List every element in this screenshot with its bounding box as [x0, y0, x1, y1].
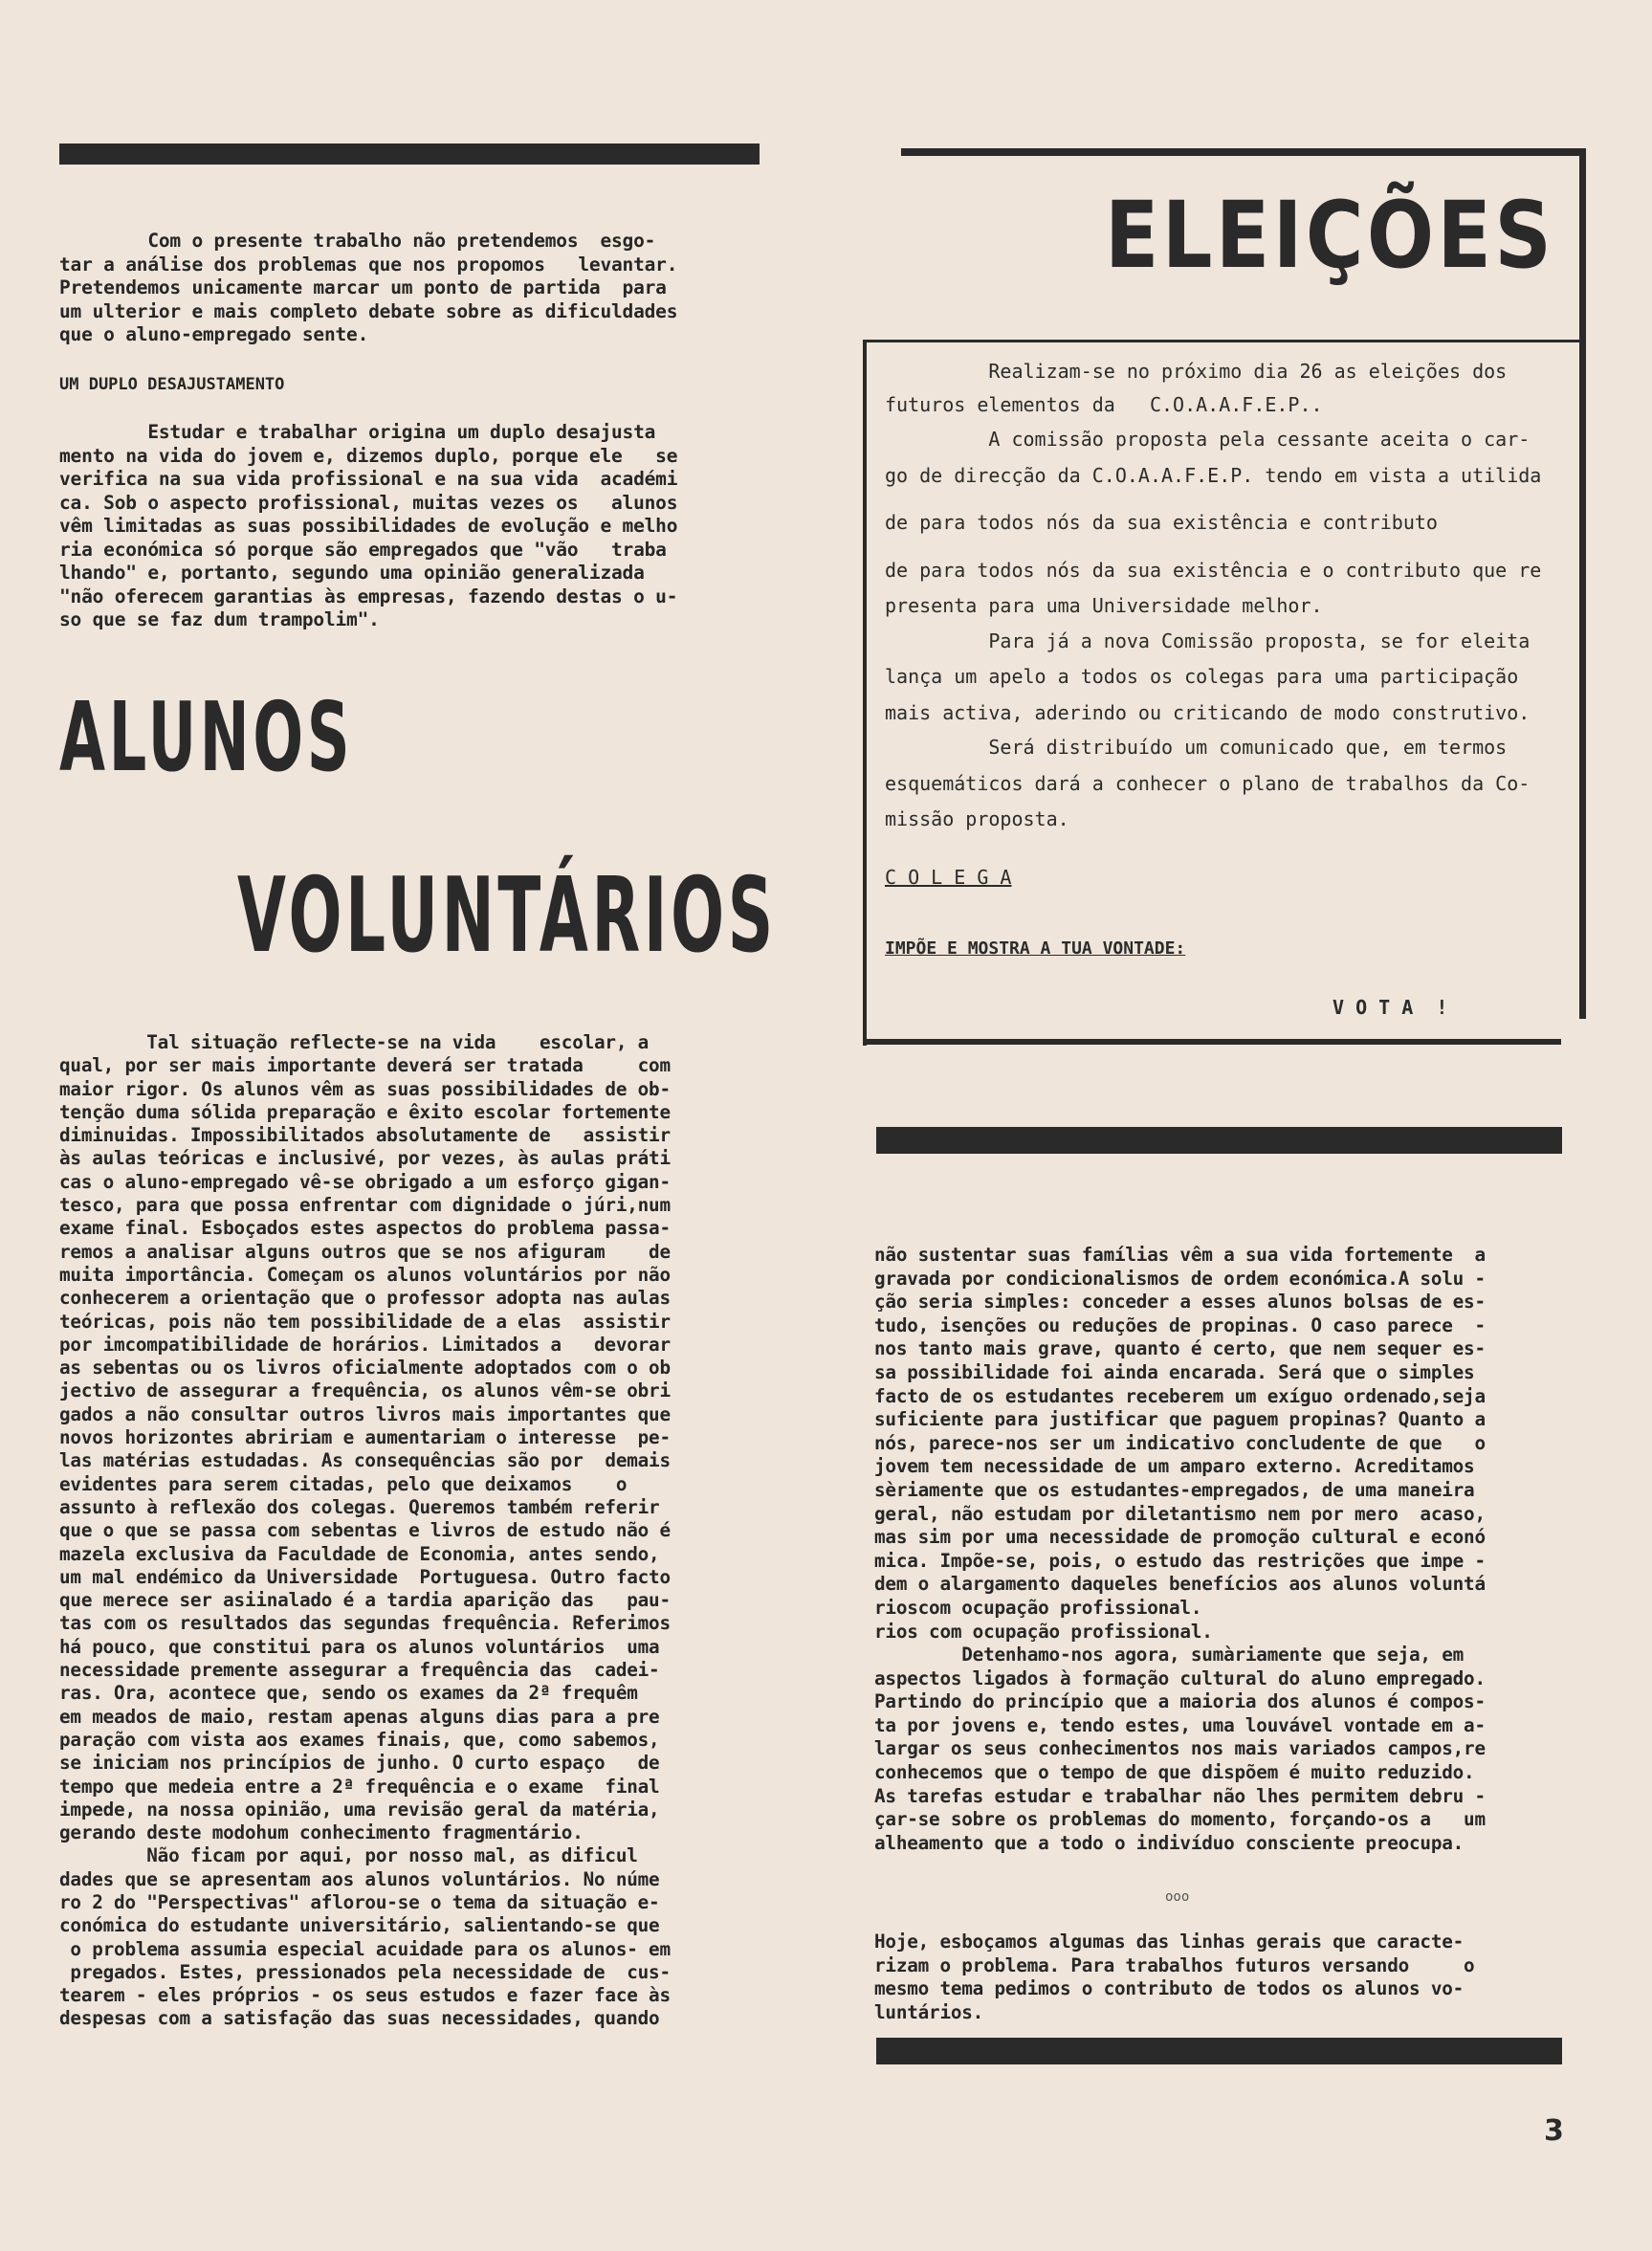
top-left-rule: [59, 143, 760, 165]
elections-box-right-rule: [1579, 148, 1586, 1019]
colega-label: C O L E G A: [885, 866, 1012, 889]
elections-line-3: A comissão proposta pela cessante aceita o car-: [885, 428, 1531, 451]
elections-line-6: de para todos nós da sua existência e o contributo que re: [885, 559, 1542, 582]
subheading-duplo-desajustamento: UM DUPLO DESAJUSTAMENTO: [59, 375, 285, 394]
elections-box-top-rule: [901, 148, 1586, 156]
headline-alunos: ALUNOS: [59, 681, 354, 793]
intro-paragraph: Com o presente trabalho não pretendemos esgo- tar a análise dos problemas que nos propomos levantar. Pretendemos unicamente marcar um ponto de partida para um ulterior e mais completo debate sobre as dificuldades que o aluno-empregado sente.: [59, 230, 678, 345]
elections-box-bottom-rule: [863, 1039, 1561, 1045]
elections-line-1: Realizam-se no próximo dia 26 as eleições dos: [885, 360, 1508, 383]
elections-line-8: Para já a nova Comissão proposta, se for eleita: [885, 629, 1531, 652]
closing-paragraph: Hoje, esboçamos algumas das linhas gerais que caracte- rizam o problema. Para trabalhos futuros versando o mesmo tema pedimos o contributo de todos os alunos vo- luntários.: [874, 1931, 1475, 2023]
elections-box-left-rule: [863, 340, 867, 1046]
right-body-text: não sustentar suas famílias vêm a sua vida fortemente a gravada por condicionalismos de ordem económica.A solu - ção seria simples: conceder a esses alunos bolsas de es- tudo, isenções ou reduções de propinas. O caso parece - nos tanto mais grave, quanto é certo, que nem sequer es- sa possibilidade foi ainda encarada. Será que o simples facto de os estudantes receberem um exíguo ordenado,seja suficiente para justificar que paguem propinas? Quanto a nós, parece-nos ser um indicativo concludente de que o jovem tem necessidade de um amparo externo. Acreditamos sèriamente que os estudantes-empregados, de uma maneira geral, não estudam por diletantismo nem por mero acaso, mas sim por uma necessidade de promoção cultural e econó mica. Impõe-se, pois, o estudo das restrições que impe - dem o alargamento daqueles benefícios aos alunos voluntá rioscom ocupação profissional. rios com ocupação profissional. Detenhamo-nos agora, sumàriamente que seja, em aspectos ligados à formação cultural do aluno empregado. Partindo do princípio que a maioria dos alunos é compos- ta por jovens e, tendo estes, uma louvável vontade em a- largar os seus conhecimentos nos mais variados campos,re conhecemos que o tempo de que dispõem é muito reduzido. As tarefas estudar e trabalhar não lhes permitem debru - çar-se sobre os problemas do momento, forçando-os a um alheamento que a todo o indivíduo consciente preocupa.: [874, 1244, 1486, 1854]
elections-title: ELEIÇÕES: [1105, 182, 1555, 289]
page-number: 3: [1544, 2114, 1564, 2148]
elections-line-10: mais activa, aderindo ou criticando de modo construtivo.: [885, 701, 1531, 724]
vota-label: V O T A !: [1333, 996, 1448, 1019]
impoe-label: IMPÕE E MOSTRA A TUA VONTADE:: [885, 938, 1186, 959]
elections-line-9: lança um apelo a todos os colegas para uma participação: [885, 665, 1519, 688]
right-middle-rule: [876, 1127, 1562, 1154]
elections-box-inner-top-rule: [863, 340, 1586, 342]
elections-line-11: Será distribuído um comunicado que, em termos: [885, 736, 1508, 759]
bottom-right-rule: [876, 2038, 1562, 2064]
elections-line-2: futuros elementos da C.O.A.A.F.E.P..: [885, 393, 1323, 416]
elections-line-5: de para todos nós da sua existência e contributo: [885, 511, 1438, 534]
section-separator: ooo: [1165, 1889, 1190, 1905]
left-body-text: Tal situação reflecte-se na vida escolar, a qual, por ser mais importante deverá ser tratada com maior rigor. Os alunos vêm as suas possibilidades de ob- tenção duma sólida preparação e êxito escolar fortemente diminuidas. Impossibilitados absolutamente de assistir às aulas teóricas e inclusivé, por vezes, às aulas práti cas o aluno-empregado vê-se obrigado a um esforço gigan- tesco, para que possa enfrentar com dignidade o júri,num exame final. Esboçados estes aspectos do problema passa- remos a analisar alguns outros que se nos afiguram de muita importância. Começam os alunos voluntários por não conhecerem a orientação que o professor adopta nas aulas teóricas, pois não tem possibilidade de a elas assistir por imcompatibilidade de horários. Limitados a devorar as sebentas ou os livros oficialmente adoptados com o ob jectivo de assegurar a frequência, os alunos vêm-se obri gados a não consultar outros livros mais importantes que novos horizontes abririam e aumentariam o interesse pe- las matérias estudadas. As consequências são por demais evidentes para serem citadas, pelo que deixamos o assunto à reflexão dos colegas. Queremos também referir que o que se passa com sebentas e livros de estudo não é mazela exclusiva da Faculdade de Economia, antes sendo, um mal endémico da Universidade Portuguesa. Outro facto que merece ser asiinalado é a tardia aparição das pau- tas com os resultados das segundas frequência. Referimos há pouco, que constitui para os alunos voluntários uma necessidade premente assegurar a frequência das cadei- ras. Ora, acontece que, sendo os exames da 2ª frequêm em meados de maio, restam apenas alguns dias para a pre paração com vista aos exames finais, que, como sabemos, se iniciam nos princípios de junho. O curto espaço de tempo que medeia entre a 2ª frequência e o exame final impede, na nossa opinião, uma revisão geral da matéria, gerando deste modohum conhecimento fragmentário. Não ficam por aqui, por nosso mal, as dificul dades que se apresentam aos alunos voluntários. No núme ro 2 do "Perspectivas" aflorou-se o tema da situação e- conómica do estudante universitário, salientando-se que o problema assumia especial acuidade para os alunos- em pregados. Estes, pressionados pela necessidade de cus- tearem - eles próprios - os seus estudos e fazer face às despesas com a satisfação das suas necessidades, quando: [59, 1031, 671, 2030]
elections-line-7: presenta para uma Universidade melhor.: [885, 594, 1323, 617]
elections-line-12: esquemáticos dará a conhecer o plano de trabalhos da Co-: [885, 772, 1531, 795]
intro-paragraph-2: Estudar e trabalhar origina um duplo desajusta mento na vida do jovem e, dizemos duplo, porque ele se verifica na sua vida profissional e na sua vida académi ca. Sob o aspecto profissional, muitas vezes os alunos vêm limitadas as suas possibilidades de evolução e melho ria económica só porque são empregados que "vão traba lhando" e, portanto, segundo uma opinião generalizada "não oferecem garantias às empresas, fazendo destas o u- so que se faz dum trampolim".: [59, 421, 678, 630]
elections-line-13: missão proposta.: [885, 807, 1069, 830]
elections-line-4: go de direcção da C.O.A.A.F.E.P. tendo em vista a utilida: [885, 464, 1542, 487]
headline-voluntarios: VOLUNTÁRIOS: [237, 856, 777, 976]
